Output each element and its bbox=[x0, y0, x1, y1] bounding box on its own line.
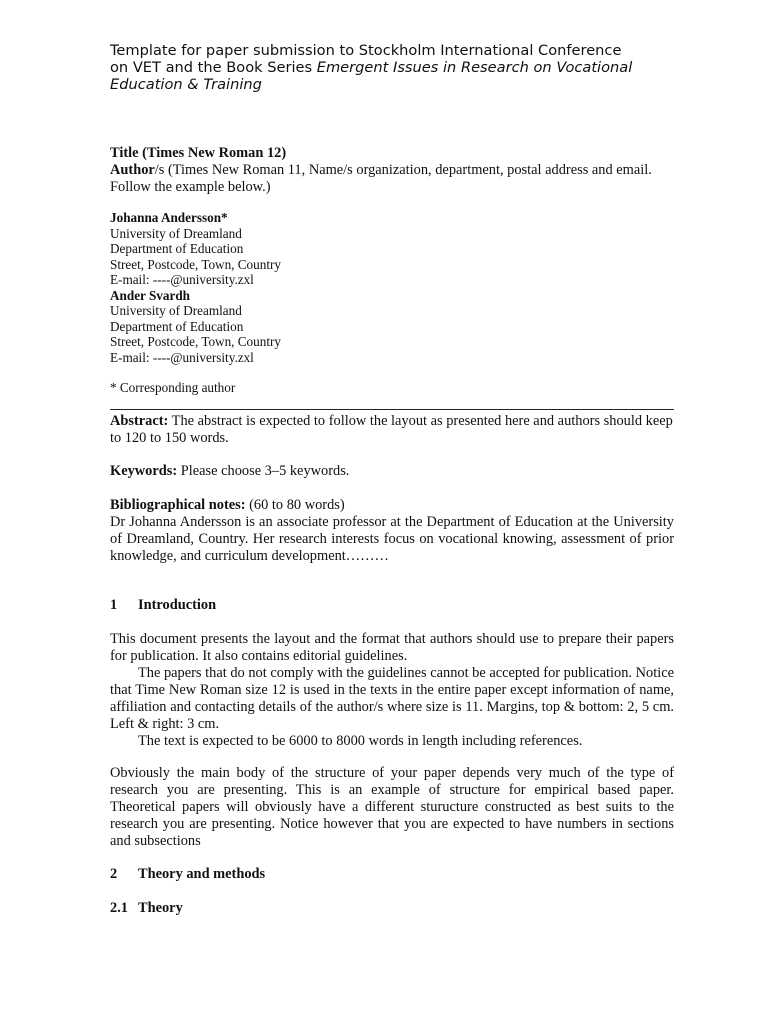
header-line-2-italic: Emergent Issues in Research on Vocational bbox=[316, 59, 633, 76]
author-list bbox=[110, 210, 674, 365]
author-entry bbox=[110, 210, 674, 288]
bio-text: Dr Johanna Andersson is an associate professor at the Department of Education at the University of Dreamland, Country. Her research interests focus on vocational knowing, assessment of prior knowledge, and curriculum development……… bbox=[110, 514, 674, 564]
keywords-label: Keywords: bbox=[110, 463, 178, 479]
author-email: E-mail: ----@university.zxl bbox=[110, 349, 254, 365]
header-line-3-italic: Education & Training bbox=[110, 76, 262, 93]
section-heading-introduction bbox=[110, 597, 674, 614]
paper-title: Title (Times New Roman 12) bbox=[110, 145, 287, 161]
author-instructions bbox=[110, 162, 674, 196]
section-number: 2 bbox=[110, 866, 118, 882]
title-block bbox=[110, 145, 674, 196]
paragraph: This document presents the layout and the format that authors should use to prepare their papers for publication. It also contains editorial guidelines. bbox=[110, 631, 674, 664]
paragraph: Obviously the main body of the structure of your paper depends very much of the type of research you are presenting. This is an example of structure for empirical based paper. Theoretical papers will obviously have a different sturucture constructed as best suits to the research you are presenting. Notice however that you are expected to have numbers in sections and subsections bbox=[110, 765, 674, 849]
template-header bbox=[110, 42, 674, 93]
subsection-number: 2.1 bbox=[110, 900, 128, 916]
author-dept: Department of Education bbox=[110, 241, 244, 256]
paragraph: The papers that do not comply with the guidelines cannot be accepted for publication. Notice that Time New Roman size 12 is used in the texts in the entire paper except information of name, affiliation and contacting details of the author/s where size is 11. Margins, top & bottom: 2, 5 cm. Left & right: 3 cm. bbox=[110, 665, 674, 732]
author-address: Street, Postcode, Town, Country bbox=[110, 256, 281, 272]
section-title: Theory and methods bbox=[138, 866, 266, 882]
paragraph: The text is expected to be 6000 to 8000 words in length including references. bbox=[138, 733, 583, 749]
author-label: Author bbox=[110, 162, 155, 178]
author-org: University of Dreamland bbox=[110, 303, 242, 318]
author-instructions-text: /s (Times New Roman 11, Name/s organization, department, postal address and email. Follow the example below.) bbox=[110, 162, 652, 195]
author-org: University of Dreamland bbox=[110, 225, 242, 241]
author-name: Ander Svardh bbox=[110, 287, 191, 303]
header-line-1: Template for paper submission to Stockholm International Conference bbox=[110, 42, 622, 59]
author-entry bbox=[110, 288, 674, 366]
abstract-label: Abstract: bbox=[110, 413, 169, 429]
bibliographical-notes bbox=[110, 497, 674, 565]
author-dept: Department of Education bbox=[110, 318, 244, 334]
section-number: 1 bbox=[110, 597, 118, 613]
author-name: Johanna Andersson* bbox=[110, 210, 228, 225]
subsection-title: Theory bbox=[138, 900, 183, 916]
subsection-heading-theory bbox=[110, 900, 674, 917]
section-divider bbox=[110, 409, 674, 410]
keywords bbox=[110, 463, 674, 480]
corresponding-author-note: * Corresponding author bbox=[110, 380, 236, 395]
bio-label: Bibliographical notes: bbox=[110, 497, 246, 513]
author-email: E-mail: ----@university.zxl bbox=[110, 272, 254, 287]
bio-label-note: (60 to 80 words) bbox=[245, 497, 345, 513]
header-line-2-prefix: on VET and the Book Series bbox=[110, 59, 317, 76]
abstract bbox=[110, 413, 674, 447]
section-heading-theory-and-methods bbox=[110, 866, 674, 883]
introduction-body bbox=[110, 631, 674, 750]
abstract-text: The abstract is expected to follow the layout as presented here and authors should keep to 120 to 150 words. bbox=[110, 413, 673, 446]
author-address: Street, Postcode, Town, Country bbox=[110, 334, 281, 349]
section-title: Introduction bbox=[138, 597, 217, 613]
keywords-text: Please choose 3–5 keywords. bbox=[177, 463, 350, 479]
